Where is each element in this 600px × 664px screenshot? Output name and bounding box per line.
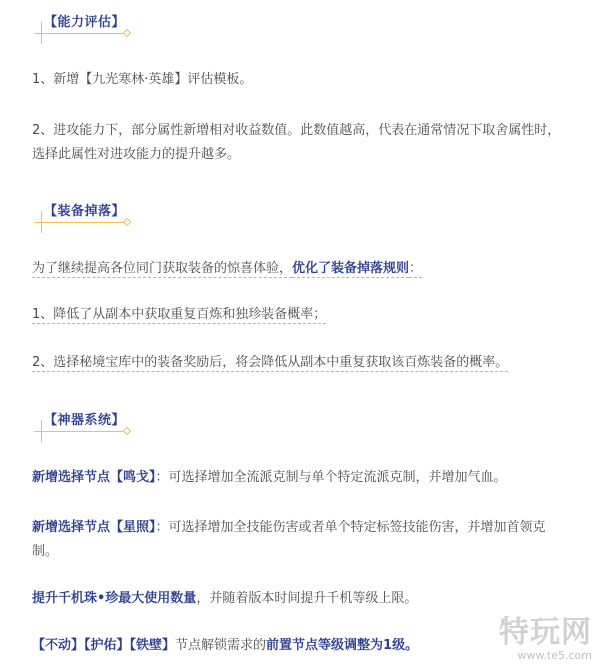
item-text: 节点解锁需求的 [175, 638, 267, 653]
paragraph-intro [32, 257, 422, 281]
title-tick [41, 420, 42, 442]
item-highlight: 【不动】【护佑】【铁壁】 [32, 638, 176, 653]
paragraph: 1、新增【九光寒林·英雄】评估模板。 [32, 72, 253, 87]
paragraph-text: 1、降低了从副本中获取重复百炼和独珍装备概率； [32, 307, 327, 322]
paragraph: 2、进攻能力下，部分属性新增相对收益数值。此数值越高，代表在通常情况下取舍属性时，选择此属性对进攻能力的提升越多。 [32, 123, 561, 162]
item-highlight: 前置节点等级调整为1级。 [266, 638, 419, 653]
paragraph [32, 351, 508, 375]
artifact-item [32, 587, 417, 611]
paragraph [32, 303, 326, 327]
item-text: ，并随着版本时间提升千机等级上限。 [196, 591, 418, 606]
watermark [499, 617, 592, 662]
artifact-item [32, 634, 418, 658]
artifact-item [32, 516, 564, 564]
section-title-artifact: 【神器系统】 [44, 413, 126, 428]
intro-end: ： [409, 261, 423, 276]
diamond-icon [123, 29, 131, 37]
section-title-ability: 【能力评估】 [44, 15, 126, 30]
item-highlight: 新增选择节点【星照】 [32, 520, 156, 535]
section-title-equipment: 【装备掉落】 [44, 204, 126, 219]
paragraph-text: 2、选择秘境宝库中的装备奖励后，将会降低从副本中重复获取该百炼装备的概率。 [32, 355, 509, 370]
intro-highlight: 优化了装备掉落规则 [292, 261, 410, 276]
item-text: ：可选择增加全技能伤害或者单个特定标签技能伤害，并增加首领克制。 [32, 520, 546, 559]
artifact-item [32, 466, 507, 490]
intro-text: 为了继续提高各位同门获取装备的惊喜体验， [32, 261, 293, 276]
item-highlight: 新增选择节点【鸣戈】 [32, 470, 156, 485]
title-tick [41, 22, 42, 44]
title-underline [34, 33, 126, 34]
item-text: ：可选择增加全流派克制与单个特定流派克制，并增加气血。 [155, 470, 507, 485]
diamond-icon [123, 218, 131, 226]
watermark-logo: 特玩网 [499, 615, 592, 650]
title-tick [41, 211, 42, 233]
item-highlight: 提升千机珠•珍最大使用数量 [32, 591, 197, 606]
title-underline [34, 222, 126, 223]
title-underline [34, 431, 126, 432]
diamond-icon [123, 427, 131, 435]
watermark-url: www.te5.com [517, 649, 592, 662]
